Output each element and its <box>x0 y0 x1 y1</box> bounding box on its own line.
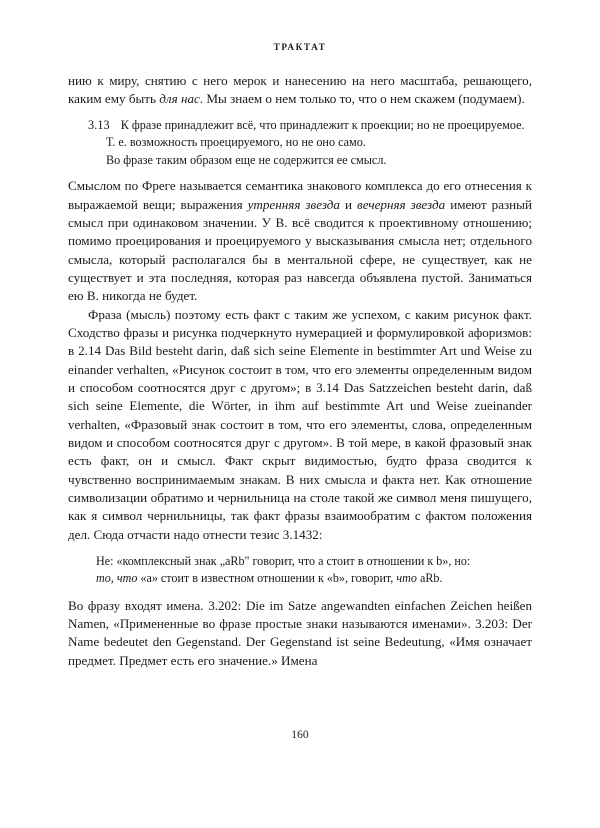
aphorism-block <box>68 117 532 169</box>
paragraph-continued-italic-1: для нас <box>159 91 200 107</box>
paragraph-frege-text-1: Смыслом по Фреге называется семантика знакового комплекса до его отнесения к выражаемой вещи; выражения <box>68 178 532 212</box>
quote-line-2-text-1: «а» стоит в известном отношении к «b», говорит, <box>137 571 397 586</box>
aphorism-number: 3.13 <box>88 118 110 133</box>
quote-line-2-italic-1: то, что <box>96 571 138 586</box>
paragraph-continued <box>68 72 532 109</box>
aphorism-line-2: Т. е. возможность проецируемого, но не оно само. <box>106 135 366 150</box>
quote-line-2-text-2: aRb. <box>416 571 443 586</box>
paragraph-phrase: Фраза (мысль) поэтому есть факт с таким же успехом, с каким рисунок факт. Сходство фразы и рисунка подчеркнуто нумерацией и формулировкой афоризмов: в 2.14 Das Bild besteht darin, daß sich seine Elemente in bestimmter Art und Weise zu einander verhalten, «Рисунок состоит в том, что его элементы определенным видом и способом соотносятся друг с другом»; в 3.14 Das Satzzeichen besteht darin, daß sich seine Elemente, die Wörter, in ihm auf bestimmte Art und Weise zueinander verhalten, «Фразовый знак состоит в том, что его элементы, слова, определенным видом и способом соотносятся друг с другом». В той мере, в какой фразовый знак есть факт, он и смысл. Факт скрыт видимостью, будто фраза сводится к чувственно воспринимаемым знакам. В них смысла и факта нет. Как отношение символизации обратимо и чернильница на столе такой же символ меня пишущего, как я символ чернильницы, так факт фразы взаимообратим с фактом положения дел. Сюда отчасти надо отнести тезис 3.1432: <box>68 306 532 542</box>
paragraph-frege <box>68 177 532 305</box>
quote-line-1-text: Не: «комплексный знак „aRb" говорит, что а стоит в отношении к b», но: <box>96 554 471 569</box>
paragraph-frege-italic-2: вечерняя звезда <box>357 196 446 212</box>
page-number: 160 <box>291 728 309 741</box>
running-head: ТРАКТАТ <box>273 42 327 52</box>
aphorism-line-1-text: К фразе принадлежит всё, что принадлежит к проекции; но не проецируемое. <box>120 118 525 133</box>
paragraph-names: Во фразу входят имена. 3.202: Die im Satze angewandten einfachen Zeichen heißen Namen, «Примененные во фразе простые знаки называются именами». 3.203: Der Name bedeutet den Gegenstand. Der Gegenstand ist seine Bedeutung, «Имя означает предмет. Предмет есть его значение.» Имена <box>68 597 532 668</box>
aphorism-line-3: Во фразе таким образом еще не содержится ее смысл. <box>106 152 387 167</box>
quote-line-2-italic-2: что <box>396 571 417 586</box>
quote-line-1 <box>96 553 526 587</box>
quote-block <box>68 553 532 587</box>
paragraph-continued-text-1: нию к миру, снятию с него мерок и нанесению на него масштаба, решающего, каким ему быть <box>68 73 532 107</box>
text-block <box>68 72 532 670</box>
paragraph-continued-text-2: . Мы знаем о нем только то, что о нем скажем (подумаем). <box>199 91 525 107</box>
aphorism-line-1 <box>88 117 532 134</box>
paragraph-frege-italic-1: утренняя звезда <box>247 196 340 212</box>
paragraph-frege-text-3: имеют разный смысл при одинаковом значении. У В. всё сводится к проективному отношению; помимо проецирования и проецируемого у высказывания смысла нет; отдельного смысла, который располагался бы в ментальной сфере, не существует, как не существует и эта последняя, которая раз навсегда объявлена пустой. Заниматься ею В. никогда не будет. <box>68 196 532 304</box>
paragraph-frege-text-2: и <box>339 196 358 212</box>
